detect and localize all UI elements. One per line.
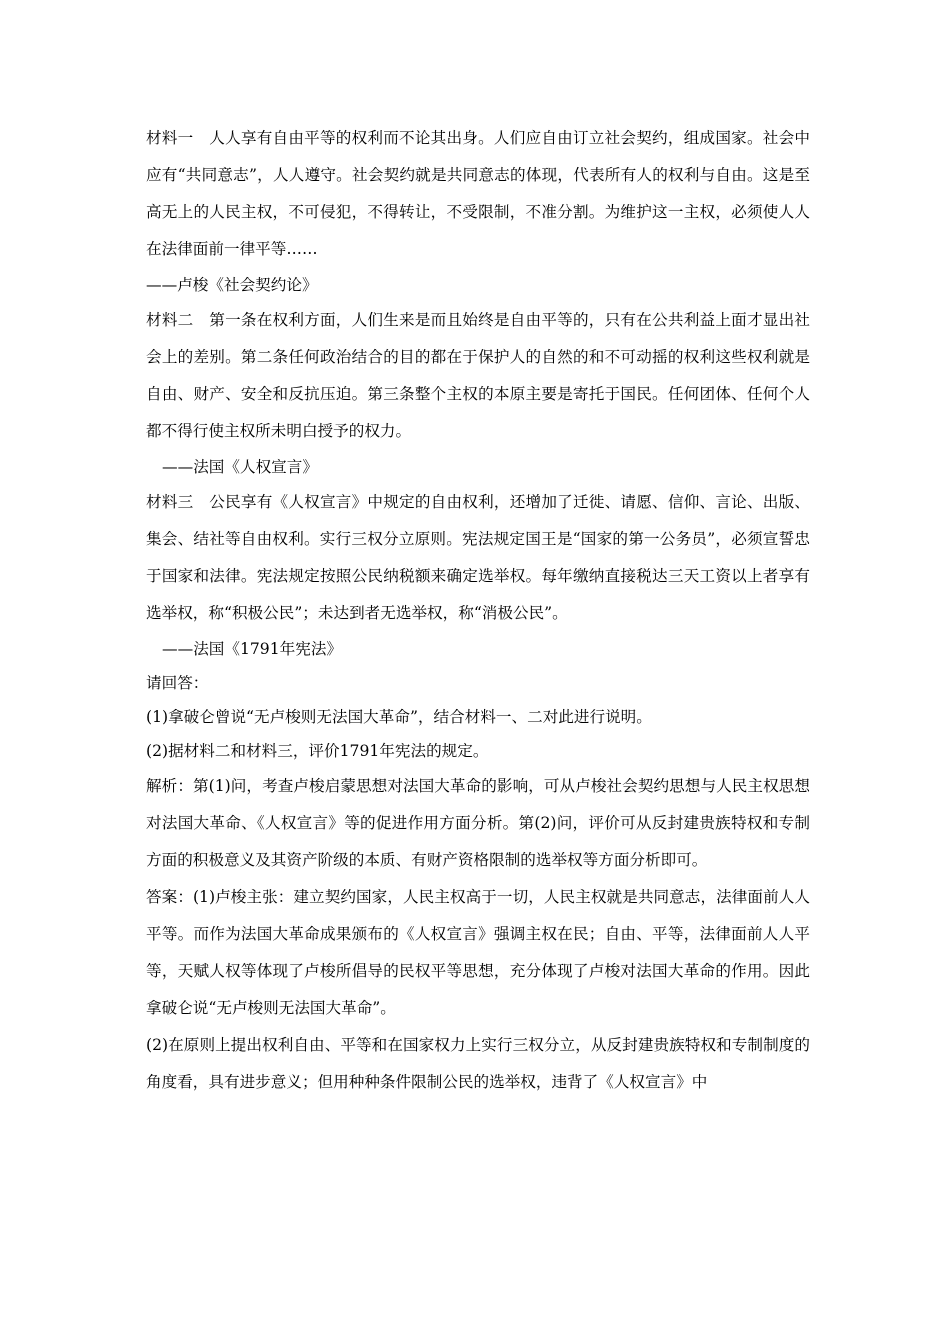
document-body: [146, 120, 810, 1101]
material-2-source: ——法国《人权宣言》: [162, 458, 318, 476]
question-1: (1)拿破仑曾说“无卢梭则无法国大革命”，结合材料一、二对此进行说明。: [146, 708, 652, 726]
answer-1-text: 答案：(1)卢梭主张：建立契约国家，人民主权高于一切，人民主权就是共同意志，法律面前人人平等。而作为法国大革命成果颁布的《人权宣言》强调主权在民；自由、平等，法律面前人人平等，天赋人权等体现了卢梭所倡导的民权平等思想，充分体现了卢梭对法国大革命的作用。因此拿破仑说“无卢梭则无法国大革命”。: [146, 888, 810, 1017]
analysis-text: 解析：第(1)问，考查卢梭启蒙思想对法国大革命的影响，可从卢梭社会契约思想与人民主权思想对法国大革命、《人权宣言》等的促进作用方面分析。第(2)问，评价可从反封建贵族特权和专制方面的积极意义及其资产阶级的本质、有财产资格限制的选举权等方面分析即可。: [146, 777, 810, 869]
material-3-source: ——法国《1791年宪法》: [162, 640, 343, 658]
material-1-source: ——卢梭《社会契约论》: [146, 276, 318, 294]
material-2-text: 材料二 第一条在权利方面，人们生来是而且始终是自由平等的，只有在公共利益上面才显出社会上的差别。第二条任何政治结合的目的都在于保护人的自然的和不可动摇的权利这些权利就是自由、财产、安全和反抗压迫。第三条整个主权的本原主要是寄托于国民。任何团体、任何个人都不得行使主权所未明白授予的权力。: [146, 311, 810, 440]
material-1-text: 材料一 人人享有自由平等的权利而不论其出身。人们应自由订立社会契约，组成国家。社会中应有“共同意志”，人人遵守。社会契约就是共同意志的体现，代表所有人的权利与自由。这是至高无上的人民主权，不可侵犯，不得转让，不受限制，不准分割。为维护这一主权，必须使人人在法律面前一律平等……: [146, 129, 810, 258]
question-prompt: 请回答：: [146, 674, 209, 692]
material-3-text: 材料三 公民享有《人权宣言》中规定的自由权利，还增加了迁徙、请愿、信仰、言论、出版、集会、结社等自由权利。实行三权分立原则。宪法规定国王是“国家的第一公务员”，必须宣誓忠于国家和法律。宪法规定按照公民纳税额来确定选举权。每年缴纳直接税达三天工资以上者享有选举权，称“积极公民”；未达到者无选举权，称“消极公民”。: [146, 493, 810, 622]
answer-2-text: (2)在原则上提出权利自由、平等和在国家权力上实行三权分立，从反封建贵族特权和专制制度的角度看，具有进步意义；但用种种条件限制公民的选举权，违背了《人权宣言》中: [146, 1036, 810, 1091]
question-2: (2)据材料二和材料三，评价1791年宪法的规定。: [146, 742, 489, 760]
